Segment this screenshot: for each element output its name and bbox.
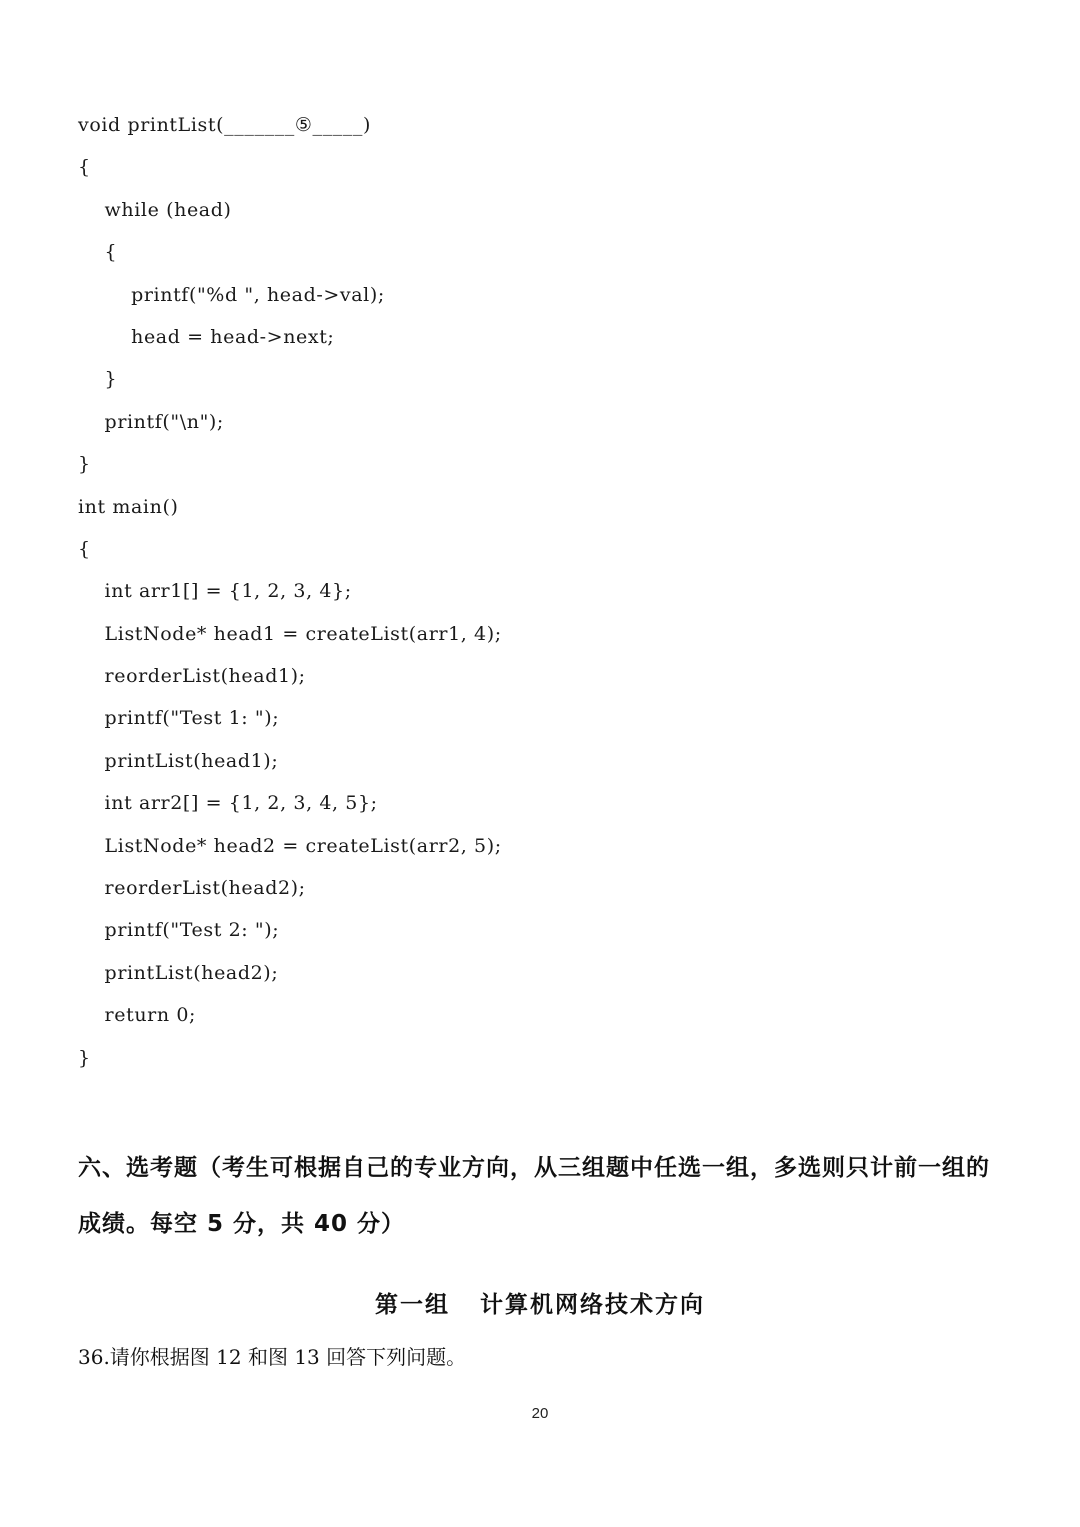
- code-line: return 0;: [78, 1004, 197, 1027]
- code-line: head = head->next;: [78, 325, 335, 348]
- code-line: int arr1[] = {1, 2, 3, 4};: [78, 580, 352, 603]
- page-number: 20: [531, 1405, 549, 1422]
- code-line: void printList(_______⑤_____): [78, 114, 371, 136]
- code-block: [78, 104, 502, 1079]
- code-line: ListNode* head2 = createList(arr2, 5);: [78, 834, 502, 857]
- code-line: printList(head2);: [78, 961, 279, 984]
- code-line: printList(head1);: [78, 749, 279, 772]
- question-text: 36.请你根据图 12 和图 13 回答下列问题。: [78, 1345, 467, 1369]
- code-line: printf("%d ", head->val);: [78, 283, 385, 306]
- code-line: }: [78, 368, 118, 391]
- code-line: ListNode* head1 = createList(arr1, 4);: [78, 622, 502, 645]
- code-line: reorderList(head2);: [78, 877, 306, 900]
- code-line: reorderList(head1);: [78, 665, 306, 688]
- group-title: 第一组 计算机网络技术方向: [374, 1292, 706, 1318]
- code-line: }: [78, 453, 91, 476]
- code-line: {: [78, 156, 91, 179]
- code-line: printf("\n");: [78, 410, 224, 433]
- code-line: {: [78, 241, 118, 264]
- code-line: printf("Test 1: ");: [78, 707, 280, 730]
- section-heading: 六、选考题（考生可根据自己的专业方向，从三组题中任选一组，多选则只计前一组的成绩。每空 5 分，共 40 分）: [78, 1155, 990, 1237]
- code-line: {: [78, 537, 91, 560]
- code-line: int main(): [78, 495, 179, 518]
- code-line: while (head): [78, 198, 232, 221]
- code-line: int arr2[] = {1, 2, 3, 4, 5};: [78, 792, 378, 815]
- code-line: }: [78, 1046, 91, 1069]
- code-line: printf("Test 2: ");: [78, 919, 280, 942]
